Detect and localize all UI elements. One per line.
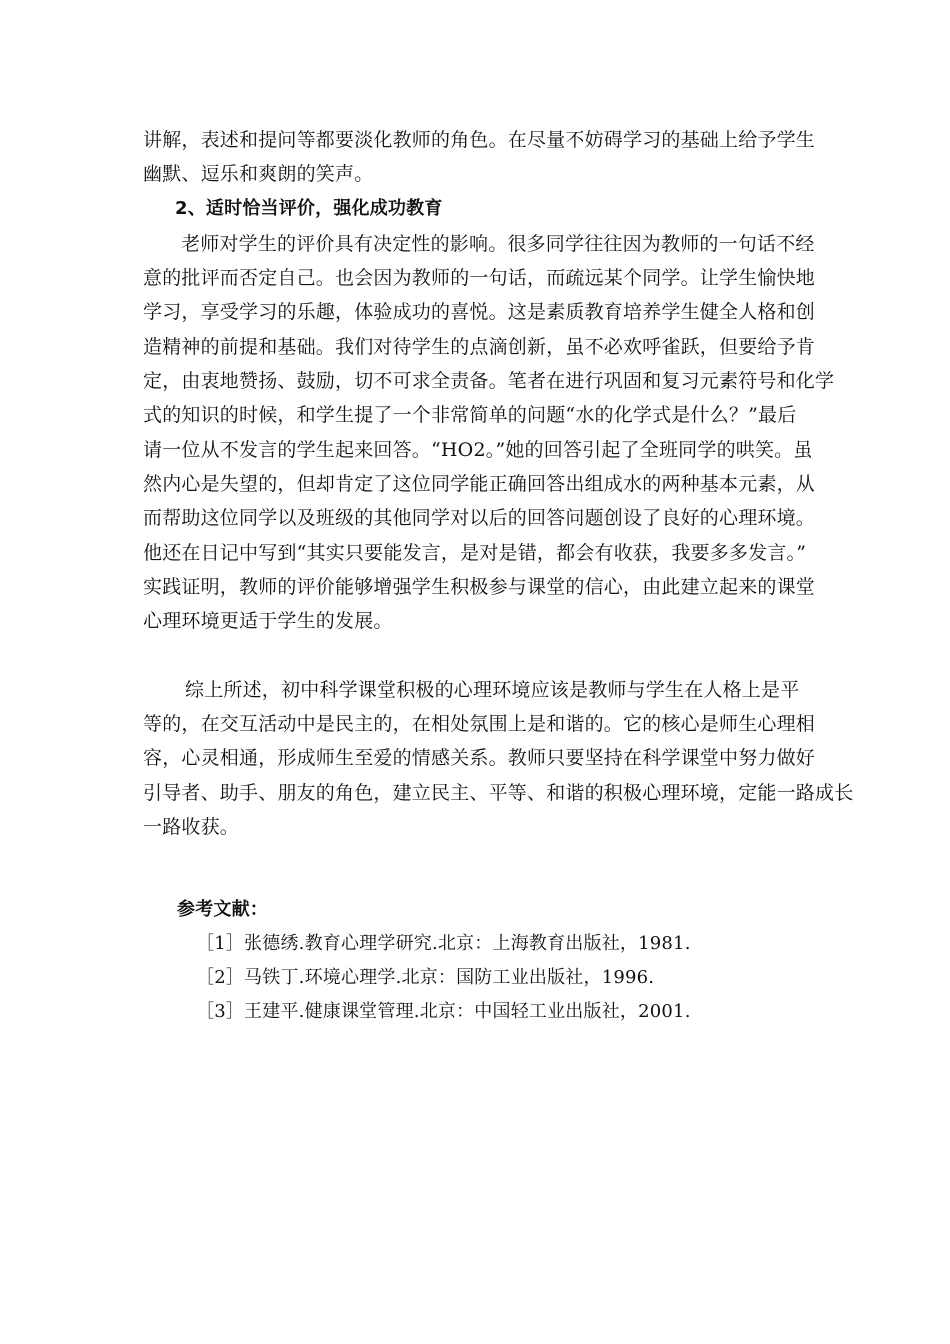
paragraph-line: 幽默、逗乐和爽朗的笑声。 [143, 163, 374, 185]
paragraph-line: 定，由衷地赞扬、鼓励，切不可求全责备。笔者在进行巩固和复习元素符号和化学 [143, 370, 835, 392]
paragraph-line: 讲解，表述和提问等都要淡化教师的角色。在尽量不妨碍学习的基础上给予学生 [143, 129, 816, 151]
paragraph-line: 综上所述，初中科学课堂积极的心理环境应该是教师与学生在人格上是平 [185, 679, 800, 701]
section-heading: 2、适时恰当评价，强化成功教育 [175, 198, 443, 219]
paragraph-line: 意的批评而否定自己。也会因为教师的一句话，而疏远某个同学。让学生愉快地 [143, 267, 816, 289]
paragraph-line: 老师对学生的评价具有决定性的影响。很多同学往往因为教师的一句话不经 [181, 233, 815, 255]
paragraph-line: 等的，在交互活动中是民主的，在相处氛围上是和谐的。它的核心是师生心理相 [143, 713, 816, 735]
paragraph-line: 实践证明，教师的评价能够增强学生积极参与课堂的信心，由此建立起来的课堂 [143, 576, 816, 598]
paragraph-line: 他还在日记中写到“其实只要能发言，是对是错，都会有收获，我要多多发言。” [143, 542, 807, 564]
reference-item: ［3］王建平.健康课堂管理.北京：中国轻工业出版社，2001. [196, 1001, 691, 1022]
paragraph-line: 引导者、助手、朋友的角色，建立民主、平等、和谐的积极心理环境，定能一路成长 [143, 782, 854, 804]
reference-item: ［2］马铁丁.环境心理学.北京：国防工业出版社，1996. [196, 967, 655, 988]
paragraph-line: 心理环境更适于学生的发展。 [143, 610, 393, 632]
paragraph-line: 而帮助这位同学以及班级的其他同学对以后的回答问题创设了良好的心理环境。 [143, 507, 816, 529]
paragraph-line: 一路收获。 [143, 816, 240, 838]
paragraph-line: 造精神的前提和基础。我们对待学生的点滴创新，虽不必欢呼雀跃，但要给予肯 [143, 336, 816, 358]
references-title: 参考文献： [177, 899, 268, 920]
paragraph-line: 容，心灵相通，形成师生至爱的情感关系。教师只要坚持在科学课堂中努力做好 [143, 747, 816, 769]
paragraph-line: 然内心是失望的，但却肯定了这位同学能正确回答出组成水的两种基本元素，从 [143, 473, 816, 495]
paragraph-line: 请一位从不发言的学生起来回答。“HO2。”她的回答引起了全班同学的哄笑。虽 [143, 439, 813, 461]
reference-item: ［1］张德绣.教育心理学研究.北京：上海教育出版社，1981. [196, 933, 691, 954]
paragraph-line: 学习，享受学习的乐趣，体验成功的喜悦。这是素质教育培养学生健全人格和创 [143, 301, 816, 323]
paragraph-line: 式的知识的时候，和学生提了一个非常简单的问题“水的化学式是什么？”最后 [143, 404, 797, 426]
